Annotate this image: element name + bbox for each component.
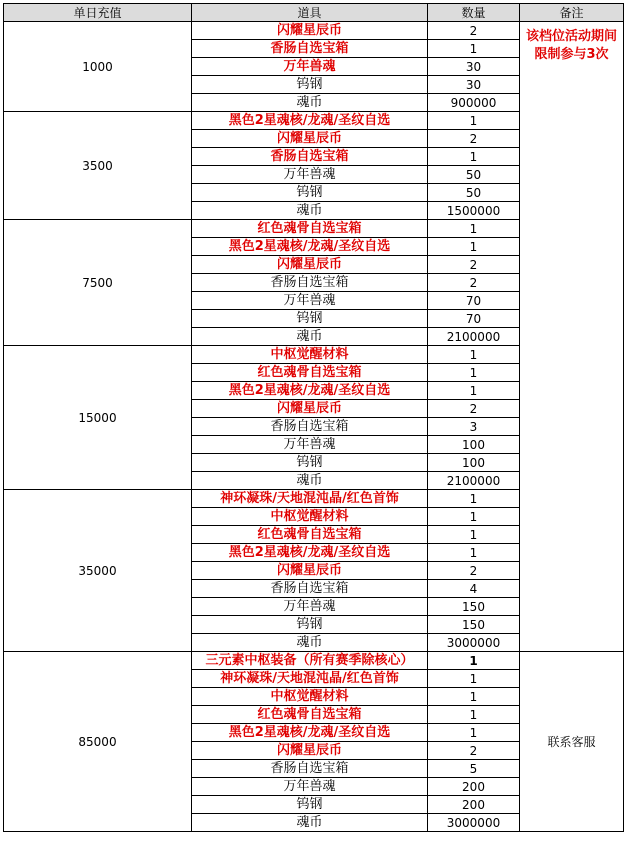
item-name: 红色魂骨自选宝箱	[192, 364, 428, 382]
table-row	[4, 22, 624, 40]
note-cell: 该档位活动期间限制参与3次	[520, 22, 624, 652]
item-qty: 2100000	[428, 328, 520, 346]
item-qty: 1	[428, 148, 520, 166]
item-qty: 1	[428, 508, 520, 526]
item-qty: 2	[428, 22, 520, 40]
recharge-reward-sheet	[3, 3, 623, 861]
item-qty: 200	[428, 796, 520, 814]
item-name: 万年兽魂	[192, 778, 428, 796]
item-qty: 1	[428, 220, 520, 238]
item-name: 香肠自选宝箱	[192, 760, 428, 778]
item-name: 香肠自选宝箱	[192, 40, 428, 58]
item-name: 钨钢	[192, 310, 428, 328]
item-qty: 1	[428, 364, 520, 382]
item-qty: 1	[428, 382, 520, 400]
item-qty: 1	[428, 688, 520, 706]
item-qty: 1	[428, 526, 520, 544]
item-name: 香肠自选宝箱	[192, 418, 428, 436]
item-name: 中枢觉醒材料	[192, 688, 428, 706]
item-qty: 1	[428, 112, 520, 130]
table-body	[4, 22, 624, 832]
header-item: 道具	[192, 4, 428, 22]
note-cell: 联系客服	[520, 652, 624, 832]
item-name: 钨钢	[192, 796, 428, 814]
item-qty: 2	[428, 256, 520, 274]
item-name: 黑色2星魂核/龙魂/圣纹自选	[192, 724, 428, 742]
item-name: 钨钢	[192, 184, 428, 202]
item-name: 魂币	[192, 202, 428, 220]
item-qty: 3000000	[428, 814, 520, 832]
item-name: 魂币	[192, 814, 428, 832]
item-name: 红色魂骨自选宝箱	[192, 706, 428, 724]
item-name: 闪耀星辰币	[192, 562, 428, 580]
item-qty: 2100000	[428, 472, 520, 490]
item-name: 闪耀星辰币	[192, 256, 428, 274]
item-qty: 70	[428, 310, 520, 328]
item-qty: 2	[428, 742, 520, 760]
tier-amount: 3500	[4, 112, 192, 220]
tier-amount: 15000	[4, 346, 192, 490]
item-qty: 1	[428, 544, 520, 562]
item-name: 闪耀星辰币	[192, 22, 428, 40]
item-name: 中枢觉醒材料	[192, 346, 428, 364]
item-name: 钨钢	[192, 76, 428, 94]
item-name: 黑色2星魂核/龙魂/圣纹自选	[192, 238, 428, 256]
tier-amount: 1000	[4, 22, 192, 112]
item-name: 万年兽魂	[192, 58, 428, 76]
recharge-reward-table	[3, 3, 624, 832]
item-qty: 70	[428, 292, 520, 310]
item-qty: 1	[428, 652, 520, 670]
item-name: 红色魂骨自选宝箱	[192, 220, 428, 238]
item-name: 香肠自选宝箱	[192, 148, 428, 166]
item-name: 魂币	[192, 328, 428, 346]
item-name: 闪耀星辰币	[192, 400, 428, 418]
item-name: 黑色2星魂核/龙魂/圣纹自选	[192, 544, 428, 562]
header-amount: 单日充值	[4, 4, 192, 22]
item-qty: 3	[428, 418, 520, 436]
item-name: 万年兽魂	[192, 166, 428, 184]
item-qty: 1	[428, 238, 520, 256]
item-qty: 2	[428, 274, 520, 292]
item-name: 香肠自选宝箱	[192, 580, 428, 598]
item-qty: 2	[428, 130, 520, 148]
item-name: 万年兽魂	[192, 292, 428, 310]
item-qty: 30	[428, 76, 520, 94]
item-qty: 1	[428, 670, 520, 688]
item-qty: 100	[428, 436, 520, 454]
item-name: 神环凝珠/天地混沌晶/红色首饰	[192, 670, 428, 688]
item-name: 神环凝珠/天地混沌晶/红色首饰	[192, 490, 428, 508]
tier-amount: 7500	[4, 220, 192, 346]
item-name: 中枢觉醒材料	[192, 508, 428, 526]
item-qty: 1	[428, 706, 520, 724]
item-qty: 1	[428, 724, 520, 742]
item-qty: 2	[428, 562, 520, 580]
item-qty: 4	[428, 580, 520, 598]
item-qty: 150	[428, 616, 520, 634]
item-qty: 50	[428, 184, 520, 202]
item-name: 红色魂骨自选宝箱	[192, 526, 428, 544]
item-name: 魂币	[192, 472, 428, 490]
item-qty: 3000000	[428, 634, 520, 652]
item-name: 魂币	[192, 634, 428, 652]
item-qty: 1500000	[428, 202, 520, 220]
item-name: 万年兽魂	[192, 598, 428, 616]
item-name: 钨钢	[192, 454, 428, 472]
item-qty: 1	[428, 40, 520, 58]
item-name: 三元素中枢装备（所有赛季除核心）	[192, 652, 428, 670]
item-qty: 5	[428, 760, 520, 778]
item-name: 香肠自选宝箱	[192, 274, 428, 292]
header-note: 备注	[520, 4, 624, 22]
tier-amount: 35000	[4, 490, 192, 652]
item-name: 黑色2星魂核/龙魂/圣纹自选	[192, 112, 428, 130]
item-name: 魂币	[192, 94, 428, 112]
item-qty: 900000	[428, 94, 520, 112]
item-qty: 1	[428, 490, 520, 508]
header-qty: 数量	[428, 4, 520, 22]
item-qty: 50	[428, 166, 520, 184]
item-name: 黑色2星魂核/龙魂/圣纹自选	[192, 382, 428, 400]
item-qty: 2	[428, 400, 520, 418]
item-qty: 150	[428, 598, 520, 616]
item-name: 闪耀星辰币	[192, 742, 428, 760]
header-row	[4, 4, 624, 22]
item-qty: 1	[428, 346, 520, 364]
table-row	[4, 652, 624, 670]
item-name: 万年兽魂	[192, 436, 428, 454]
item-name: 闪耀星辰币	[192, 130, 428, 148]
item-qty: 100	[428, 454, 520, 472]
tier-amount: 85000	[4, 652, 192, 832]
item-name: 钨钢	[192, 616, 428, 634]
item-qty: 200	[428, 778, 520, 796]
item-qty: 30	[428, 58, 520, 76]
